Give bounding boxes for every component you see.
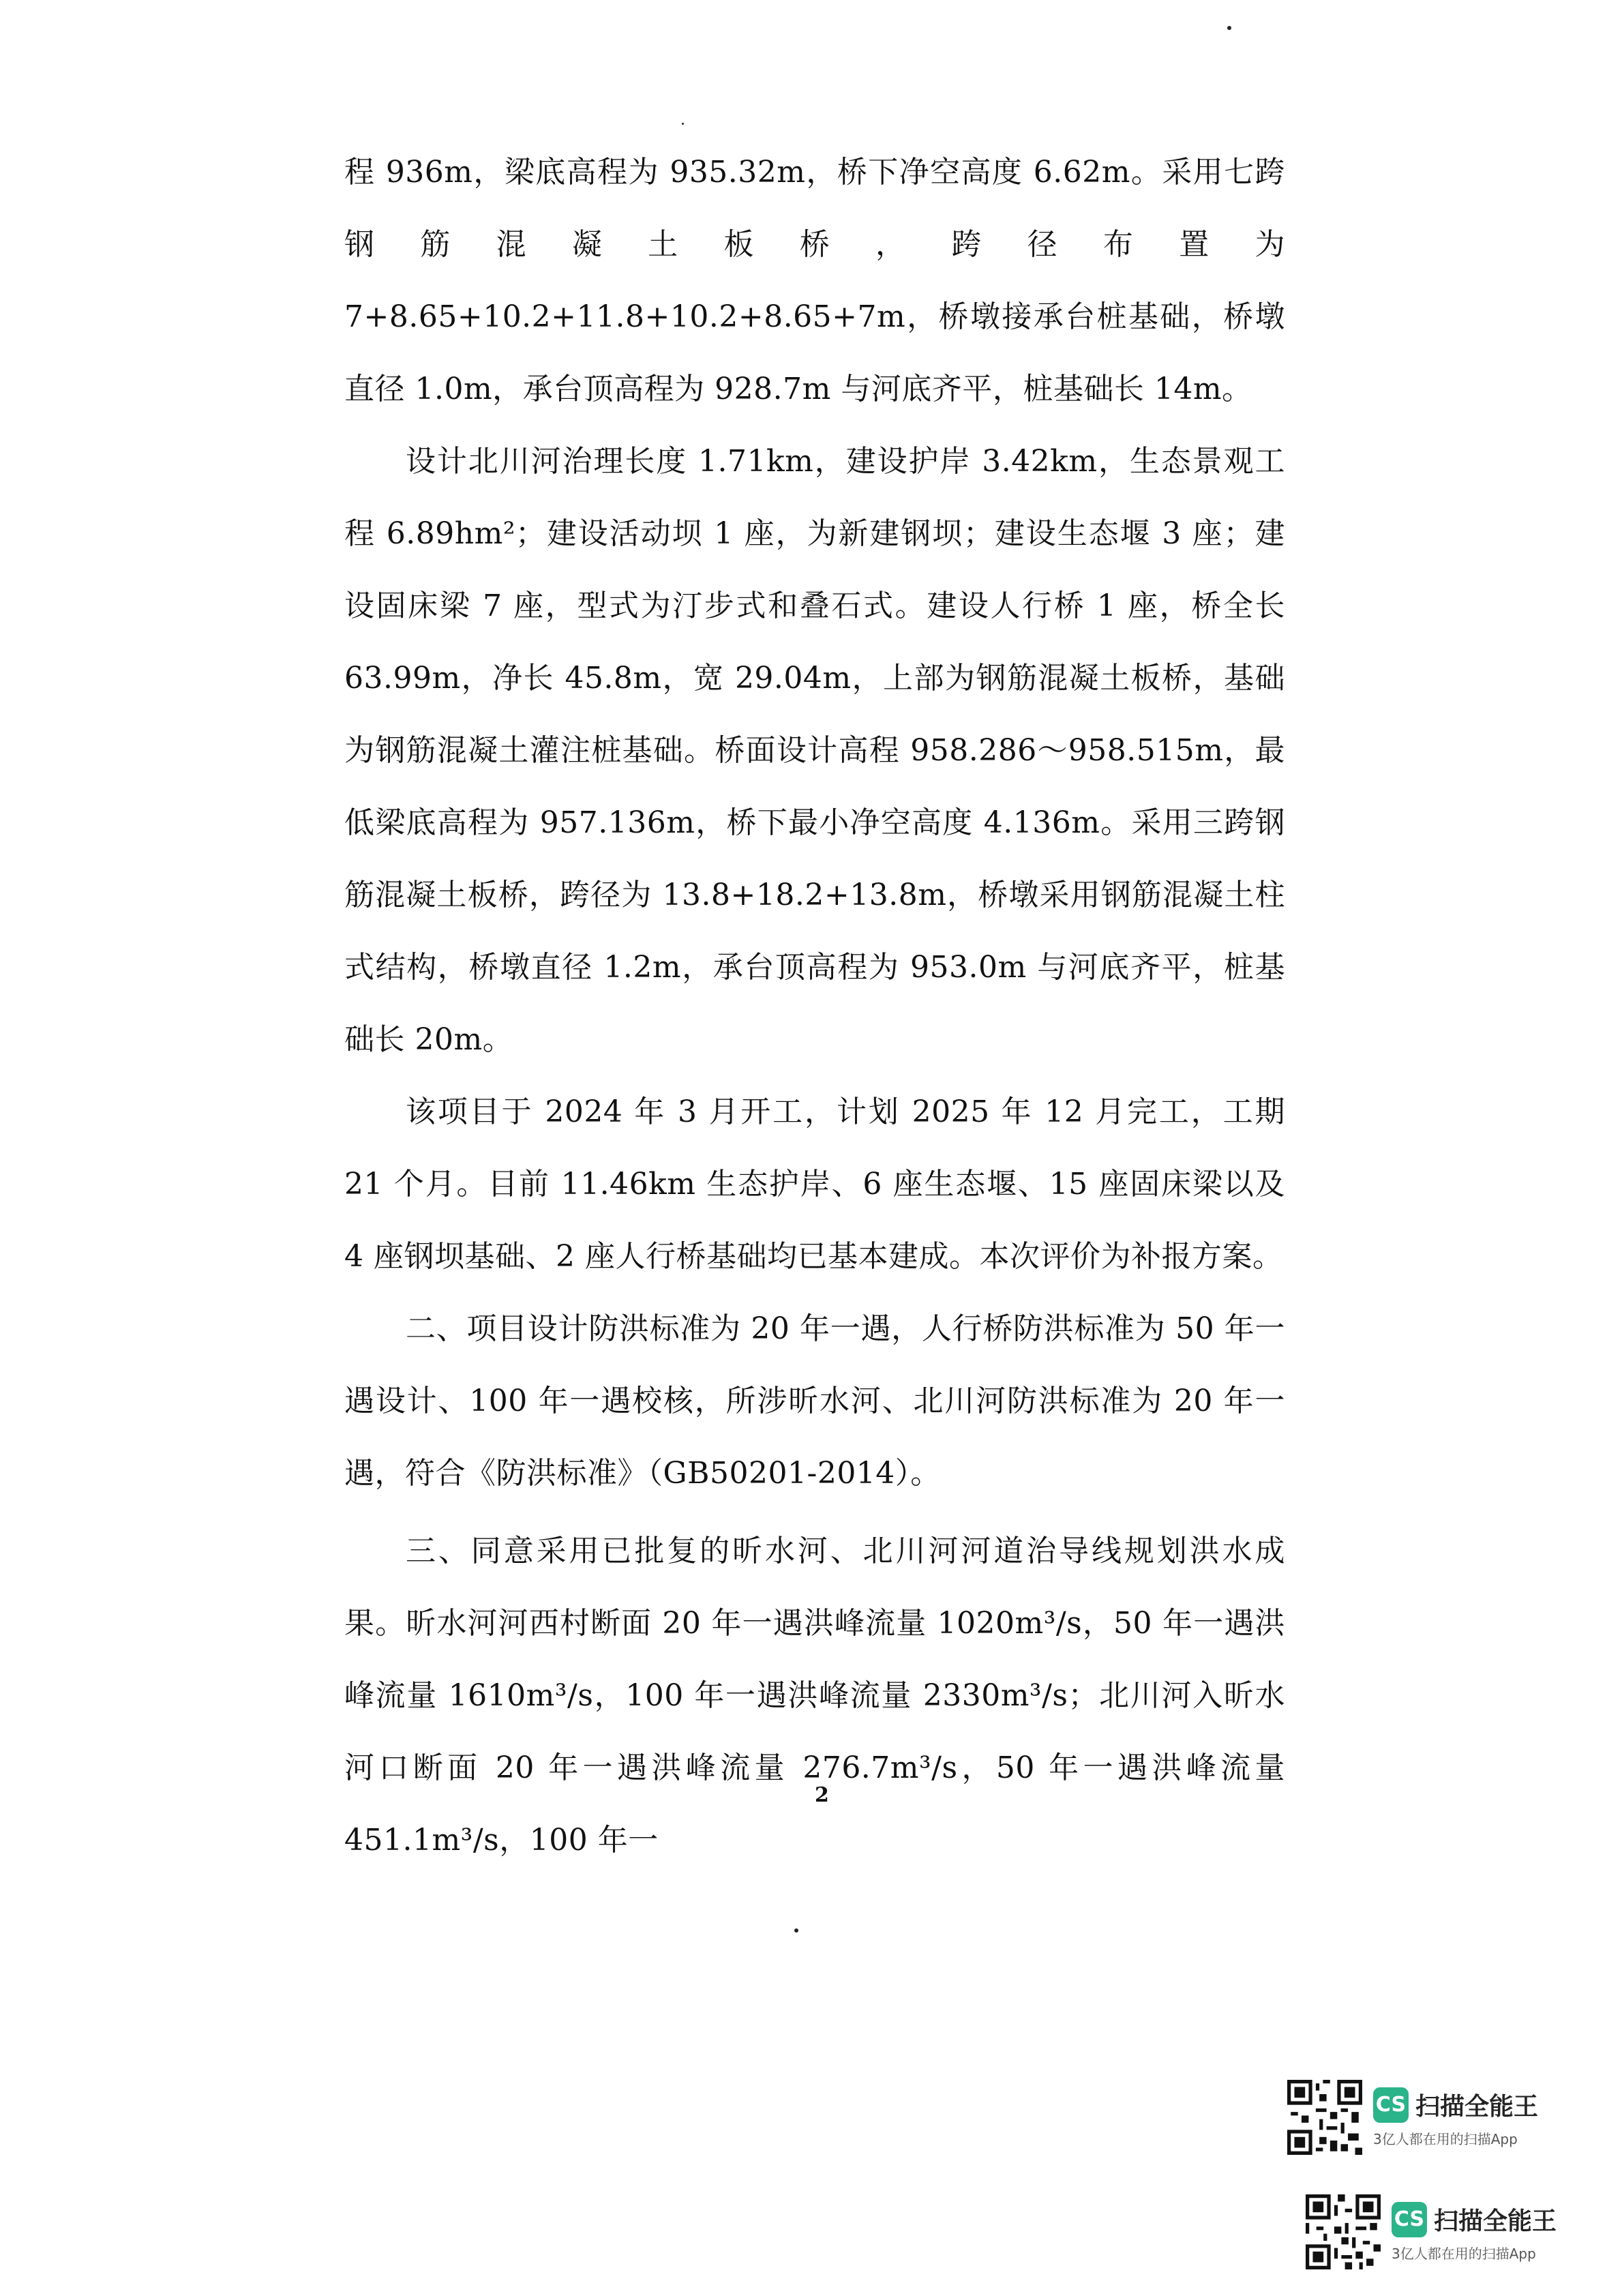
document-body (344, 136, 1285, 1877)
qr-code-icon (1306, 2194, 1381, 2269)
page-number: 2 (815, 1783, 829, 1807)
paragraph-bridge-continued: 程 936m，梁底高程为 935.32m，桥下净空高度 6.62m。采用七跨钢筋混凝土板桥，跨径布置为 7+8.65+10.2+11.8+10.2+8.65+7m，桥墩接承台桩基础，桥墩直径 1.0m，承台顶高程为 928.7m 与河底齐平，桩基础长 14m。 (344, 155, 1285, 406)
watermark-text (1392, 2202, 1557, 2263)
watermark-title: 扫描全能王 (1415, 2093, 1539, 2121)
scan-speck (1227, 26, 1231, 30)
watermark-text (1373, 2087, 1538, 2148)
scan-speck (794, 1928, 798, 1933)
camscanner-logo-icon: CS (1373, 2087, 1409, 2123)
qr-code-icon (1287, 2080, 1362, 2155)
scanner-watermark (1287, 2080, 1538, 2155)
paragraph-flood-results: 三、同意采用已批复的昕水河、北川河河道治导线规划洪水成果。昕水河河西村断面 20 年一遇洪峰流量 1020m³/s，50 年一遇洪峰流量 1610m³/s，100 年一遇洪峰流量 2330m³/s；北川河入昕水河口断面 20 年一遇洪峰流量 276.7m³/s，50 年一遇洪峰流量 451.1m³/s，100 年一 (344, 1534, 1285, 1858)
camscanner-logo-icon: CS (1392, 2202, 1427, 2237)
paragraph-flood-standard: 二、项目设计防洪标准为 20 年一遇，人行桥防洪标准为 50 年一遇设计、100 年一遇校核，所涉昕水河、北川河防洪标准为 20 年一遇，符合《防洪标准》（GB50201-2014）。 (344, 1311, 1285, 1491)
scanner-watermark (1306, 2194, 1557, 2269)
watermark-title: 扫描全能王 (1434, 2207, 1557, 2235)
watermark-subtitle: 3亿人都在用的扫描App (1373, 2130, 1518, 2147)
watermark-subtitle: 3亿人都在用的扫描App (1392, 2245, 1536, 2262)
paragraph-beichuan-river: 设计北川河治理长度 1.71km，建设护岸 3.42km，生态景观工程 6.89hm²；建设活动坝 1 座，为新建钢坝；建设生态堰 3 座；建设固床梁 7 座，型式为汀步式和叠石式。建设人行桥 1 座，桥全长 63.99m，净长 45.8m，宽 29.04m，上部为钢筋混凝土板桥，基础为钢筋混凝土灌注桩基础。桥面设计高程 958.286～958.515m，最低梁底高程为 957.136m，桥下最小净空高度 4.136m。采用三跨钢筋混凝土板桥，跨径为 13.8+18.2+13.8m，桥墩采用钢筋混凝土柱式结构，桥墩直径 1.2m，承台顶高程为 953.0m 与河底齐平，桩基础长 20m。 (344, 444, 1285, 1057)
paragraph-schedule: 该项目于 2024 年 3 月开工，计划 2025 年 12 月完工，工期 21 个月。目前 11.46km 生态护岸、6 座生态堰、15 座固床梁以及 4 座钢坝基础、2 座人行桥基础均已基本建成。本次评价为补报方案。 (344, 1094, 1285, 1274)
scan-speck (682, 123, 684, 125)
